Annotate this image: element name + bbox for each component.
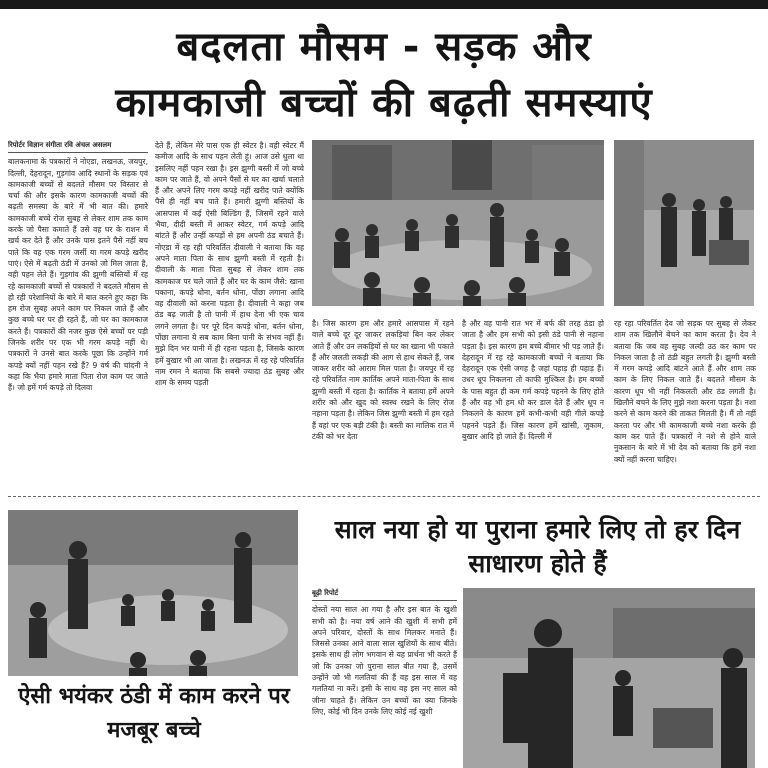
story1-column-4 (462, 318, 604, 486)
story1-col2-text: देते हैं, लेकिन मेरे पास एक ही स्वेटर है। वही स्वेटर मैं कमीज आदि के साथ पहन लेती हूं। आज उसे धुला था इसलिए नहीं पहन रखा है। इस झुग्गी बस्ती में जो बच्चे काम पर जाते हैं, वो अपने पैसों से घर का खर्चा चलाते हैं और अपने लिए गरम कपड़े नहीं खरीद पाते क्योंकि पैसे ही नहीं बच पाते हैं। हमारी झुग्गी बस्तियों के आसपास में कई ऐसी बिल्डिंग हैं, जिसमें रहने वाले भैया, दीदी बस्ती में आकर स्वेटर, गर्म कपड़े आदि बांटते हैं और उन्हीं कपड़ों से हम अपनी ठंड बचाते हैं। नोएडा में रह रही परिवर्तित दीवाली ने बताया कि वह अपने माता पिता के साथ झुग्गी बस्ती में रहती है। दीवाली के माता पिता सुबह से लेकर शाम तक कामकाज पर चले जाते हैं और घर के काम जैसे: खाना पकाना, कपड़े धोना, बर्तन धोना, पोंछा लगाना आदि वह दीवाली को करना पड़ता है। दीवाली ने कहा जब ठंड बढ़ जाती है तो पानी में हाथ देना भी एक चाव लगने लगता है। पर पूरे दिन कपड़े धोना, बर्तन धोना, पोंछा लगाना ये सब काम बिना पानी के संभव नहीं हैं। मुझे दिन भर पानी में ही रहना पड़ता है, जिसके कारण हमें बुखार भी आ जाता है। लखनऊ में रह रहे परिवर्तित नाम रमन ने बताया कि सबसे ज्यादा ठंड सुबह और शाम के समय पड़ती (155, 141, 304, 388)
story1-column-5 (614, 318, 756, 486)
story1-col1-text: बालकनामा के पत्रकारों ने नोएडा, लखनऊ, जयपुर, दिल्ली, देहरादून, गुड़गांव आदि स्थानों के सड़क एवं कामकाजी बच्चों से बदलते मौसम पर विस्तार से चर्चा की और इसके कारण कामकाजी बच्चों की बढ़ती समस्या के बारे में भी बात की। हमारे कामकाजी बच्चे रोज सुबह से लेकर शाम तक काम करके जो पैसा कमाते हैं उसे वह घर के राशन में खर्च कर देते हैं और उनके पास इतने पैसे नहीं बच पाते कि वह एक गरम जर्सी या गरम कपड़े खरीद पाएं। ऐसे में बढ़ती ठंडी में उनको जो मिल जाता है, वही पहन लेते हैं। गुड़गांव की झुग्गी बस्तियों में रह रहे कामकाजी बच्चों से पत्रकारों ने बदलते मौसम से हो रही परेशानियों के बारे में बात करने हुए कहा कि हम रोज सुबह अपने काम पर निकल जाते हैं और कुछ बच्चे घर पर ही रहते हैं, जो घर का कामकाज करते हैं। पत्रकारों की नजर कुछ ऐसे बच्चों पर पड़ी जिनके शरीर पर एक भी गरम कपड़े नहीं थे। पत्रकारों ने उनसे बात करके पूछा कि उन्होंने गर्म कपड़े क्यों नहीं पहन रखे हैं? 9 वर्ष की चांदनी ने कहा कि भैया हमारे माता पिता रोज काम पर जाते हैं। जो हमें गर्म कपड़े तो दिलवा (8, 157, 148, 393)
story1-column-1 (8, 140, 148, 485)
story2-column-1 (312, 588, 457, 768)
story1-col5-text: रह रहा परिवर्तित देव जो सड़क पर सुबह से लेकर शाम तक खिलौने बेचने का काम करता है। देव ने बताया कि जब वह सुबह जल्दी उठ कर काम पर निकल जाता है तो ठंडी बहुत लगती है। झुग्गी बस्ती में गरम कपड़े आदि बांटने आते हैं और शाम तक काम के लिए निकल जाते हैं। बदलते मौसम के कारण धूप भी नहीं निकलती और ठंड लगती है। खिलौने बचने के लिए मुझे नशा करना पड़ता है। नशा करने से काम करने की ताकत मिलती है। मैं तो नहीं करता पर और भी कामकाजी बच्चे नशा करके ही काम कर पाते हैं। पत्रकारों ने नशे से होने वाले नुकसान के बारे में भी देव को बताया कि हमें नशा क्यों नहीं करना चाहिए। (614, 319, 756, 464)
story2-byline: बूढ़ी रिपोर्ट (312, 588, 457, 601)
section-divider (8, 496, 760, 497)
story3-headline: ऐसी भयंकर ठंडी में काम करने पर मजबूर बच्चे (18, 684, 290, 743)
story1-col4-text: है और वह पानी रात भर में बर्फ की तरह ठंडा हो जाता है और हम सभी को इसी ठंडे पानी से नहाना पड़ता है। इस कारण हम बच्चे बीमार भी पड़ जाते हैं। देहरादून में रह रहे कामकाजी बच्चों ने बताया कि देहरादून एक ऐसी जगह है जहां पहाड़ ही पहाड़ हैं। उधर धूप निकलना तो काफी मुश्किल है। हम बच्चों के पास बहुत ही कम गर्म कपड़े पहनने के लिए होते हैं और वह भी हम धो कर डाल देते हैं और धूप न निकलने के कारण हमें कभी-कभी वही गीले कपड़े पहनने पड़ते हैं। जिस कारण हमें खांसी, जुकाम, बुखार आदि हो जाते हैं। दिल्ली में (462, 319, 604, 441)
main-headline-line2: कामकाजी बच्चों की बढ़ती समस्याएं (115, 80, 653, 126)
story1-col3-text: है। जिस कारण हम और हमारे आसपास में रहने वाले बच्चे दूर दूर जाकर लकड़ियां बिन कर लेकर आते हैं और उन लकड़ियों से घर का खाना भी पकाते हैं और जलती लकड़ी की आग से हाथ सेकते हैं, जब जाकर शरीर को आराम मिल पाता है। जयपुर में रह रहे परिवर्तित नाम कार्तिक अपने माता-पिता के साथ झुग्गी बस्ती में रहता है। कार्तिक ने बताया हमें अपने शरीर को और खुद को स्वस्थ रखने के लिए रोज नहाना पड़ता है। लेकिन जिस झुग्गी बस्ती में हम रहते हैं वहां पर एक बड़ी टंकी है। बस्ती का मालिक रात में टंकी को भर देता (312, 319, 454, 441)
story2-body-text: दोस्तों नया साल आ गया है और इस बात के खुशी सभी को है। नया वर्ष आने की खुशी में सभी हमें अपने परिवार, दोस्तों के साथ मिलकर मनाते हैं। जिससे उनका आने वाला साल खुशियों के साथ बीते। इसके साथ ही लोग भगवान से यह प्रार्थना भी करते हैं जो कि उनका जो पुराना साल बीत गया है, उसमें उन्होंने जो भी गलतियां की हैं वह इस साल में वह गलतियां ना करें। इसी के साथ वह इस नए साल को जीना चाहते हैं। लेकिन उन बच्चों का क्या जिनके लिए, कोई भी दिन उनके लिए कोई नई खुशी (312, 605, 457, 716)
story1-photo-children-circle (312, 140, 604, 306)
story1-column-2 (155, 140, 304, 485)
story2-headline: साल नया हो या पुराना हमारे लिए तो हर दिन साधारण होते हैं (334, 515, 741, 578)
story1-photo-street-children (614, 140, 754, 306)
story2-photo-girl-with-bag (463, 588, 755, 768)
story1-column-3 (312, 318, 454, 486)
main-headline-line1: बदलता मौसम - सड़क और (176, 24, 592, 70)
top-masthead-bar (0, 0, 768, 9)
story3-photo-children-outdoors (8, 510, 298, 676)
story1-byline: रिपोर्टर विज्ञान संगीता रवि अंचल असलम (8, 140, 148, 153)
